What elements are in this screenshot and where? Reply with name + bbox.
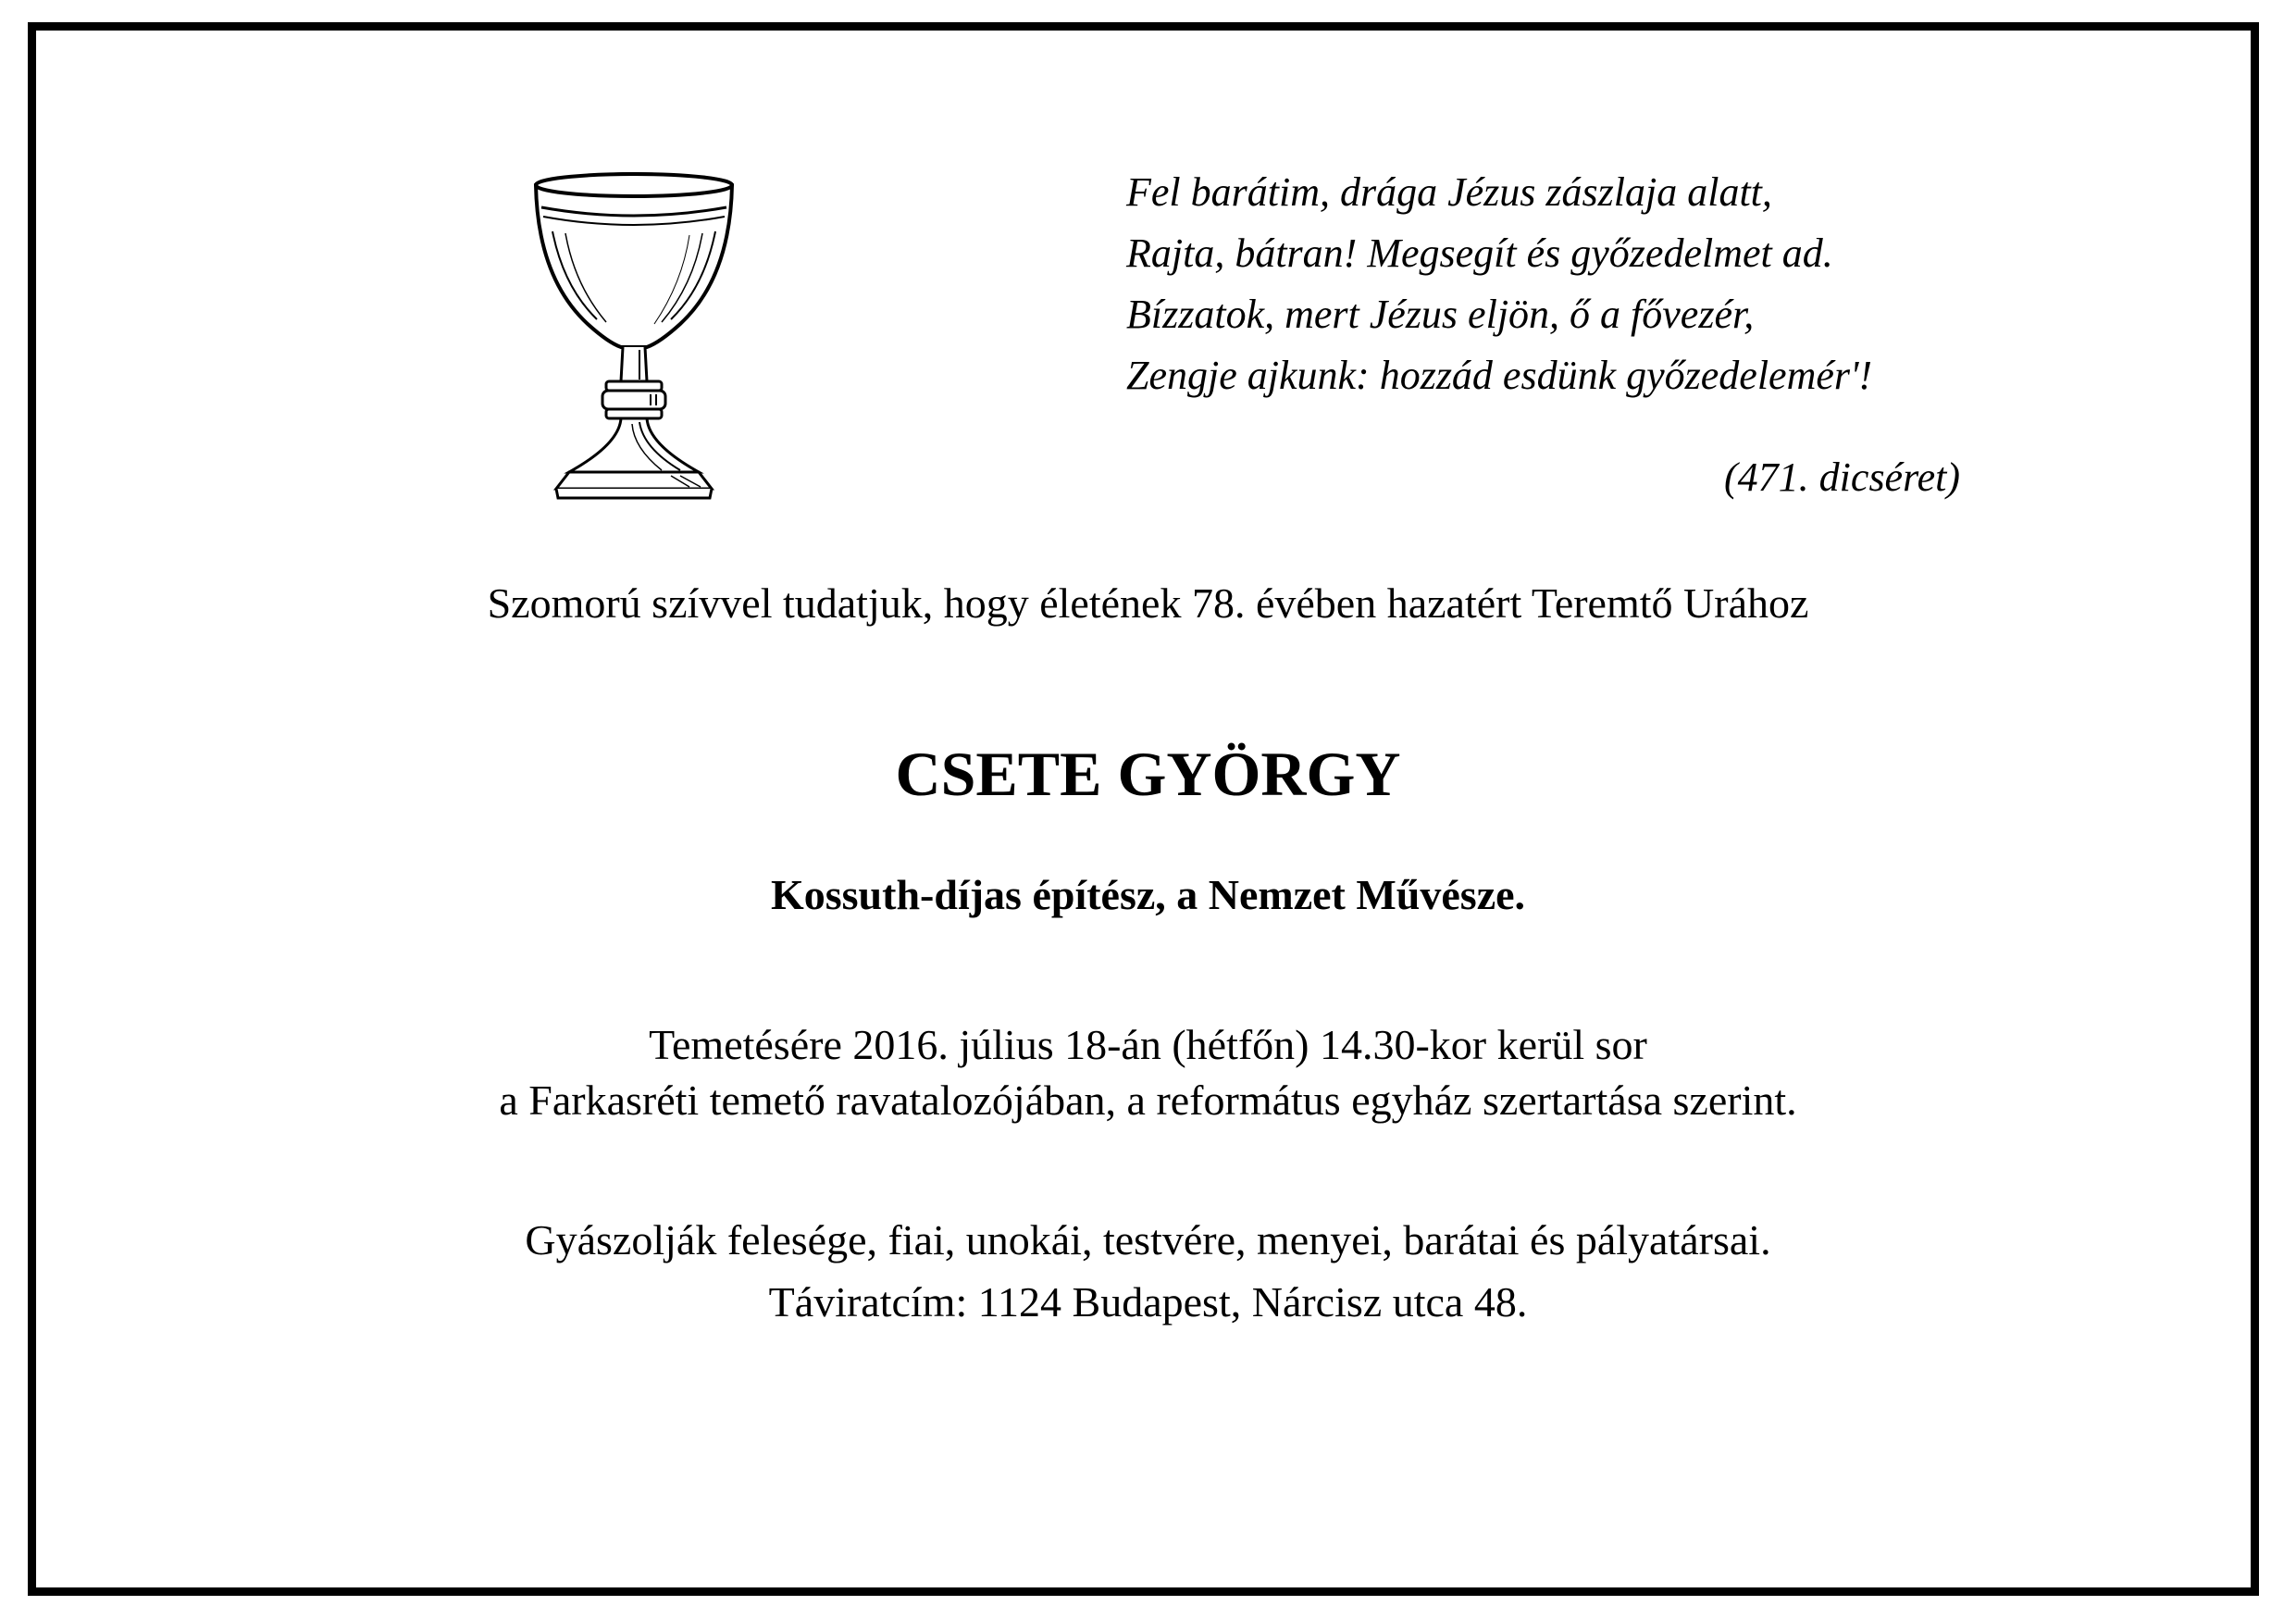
hymn-reference: (471. dicséret) [1724, 454, 1960, 500]
hymn-line-2: Rajta, bátran! Megsegít és győzedelmet ad. [1126, 230, 1833, 276]
announcement-text: Szomorú szívvel tudatjuk, hogy életének 78. évében hazatért Teremtő Urához [487, 579, 1809, 627]
telegram-address: Táviratcím: 1124 Budapest, Nárcisz utca 48. [768, 1278, 1528, 1326]
hymn-line-4: Zengje ajkunk: hozzád esdünk győzedelemér'! [1126, 353, 1873, 398]
chalice-icon [532, 167, 736, 504]
hymn-verse [1126, 162, 1872, 406]
funeral-details-line-2: a Farkasréti temető ravatalozójában, a református egyház szertartása szerint. [499, 1077, 1797, 1124]
deceased-name: CSETE GYÖRGY [895, 739, 1401, 809]
deceased-title: Kossuth-díjas építész, a Nemzet Művésze. [770, 871, 1526, 918]
mourners-text: Gyászolják felesége, fiai, unokái, testvére, menyei, barátai és pályatársai. [525, 1216, 1771, 1263]
funeral-details-line-1: Temetésére 2016. július 18-án (hétfőn) 14.30-kor kerül sor [649, 1021, 1647, 1068]
hymn-line-1: Fel barátim, drága Jézus zászlaja alatt, [1126, 169, 1772, 215]
hymn-line-3: Bízzatok, mert Jézus eljön, ő a fővezér, [1126, 292, 1755, 337]
